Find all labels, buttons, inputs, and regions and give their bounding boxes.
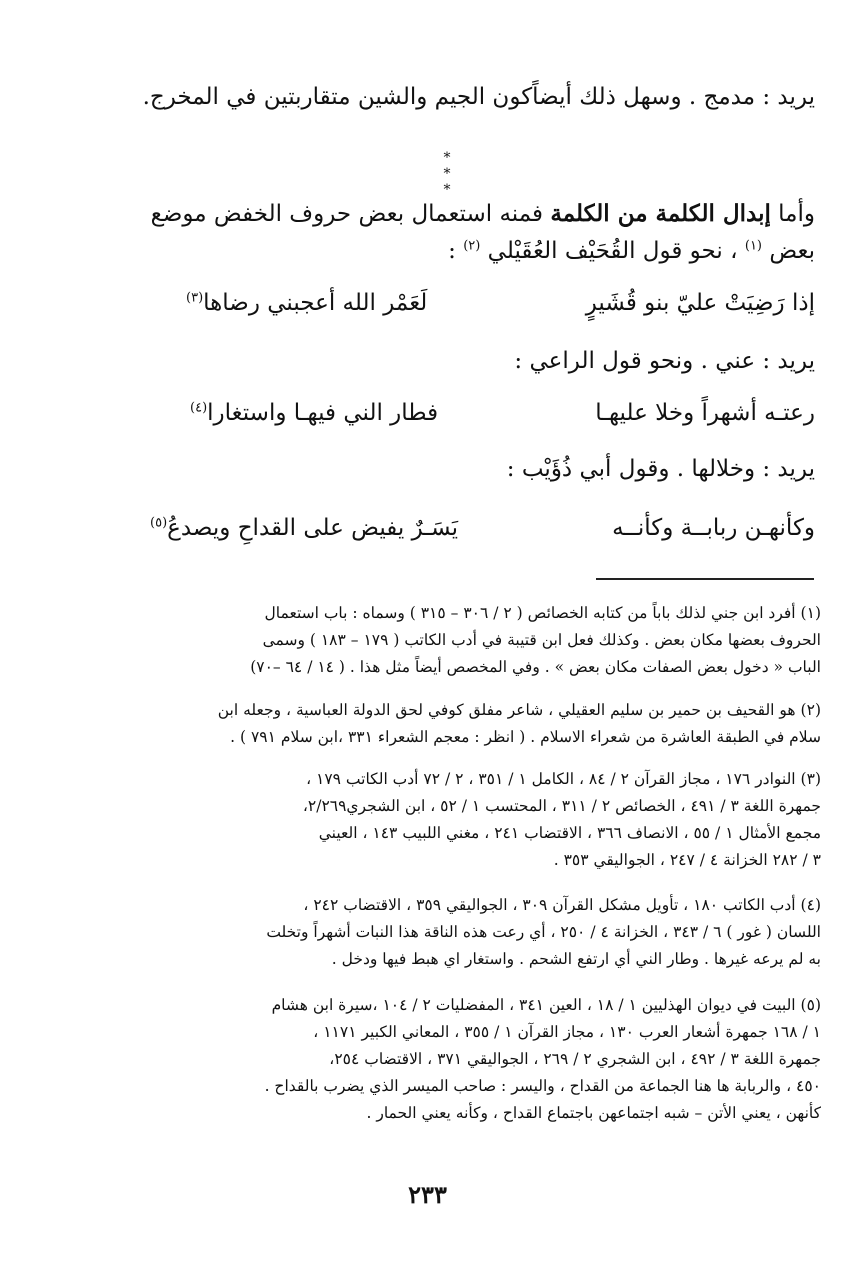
- para-rest: فمنه استعمال بعض حروف الخفض موضع: [150, 201, 544, 227]
- text-line-7: [40, 456, 815, 482]
- verse-3-first-hemistich: [612, 515, 815, 541]
- verse-2-first-hemistich: [595, 400, 815, 426]
- footnote-ref-1: (١): [744, 238, 762, 254]
- line-3-start: بعض: [769, 238, 815, 264]
- para-bold-heading: إبدال الكلمة من الكلمة: [550, 200, 771, 227]
- footnote-line: اللسان ( غور ) ٦ / ٣٤٣ ، الخزانة ٤ / ٢٥٠ ، أي رعت هذه الناقة هذا النبات أشهراً وتخلت: [266, 923, 821, 941]
- verse-1-b: لَعَمْر الله أعجبني رضاها: [203, 290, 428, 316]
- footnote-line: ١ / ١٦٨ جمهرة أشعار العرب ١٣٠ ، مجاز القرآن ١ / ٣٥٥ ، المعاني الكبير ١١٧١ ،: [313, 1023, 821, 1041]
- footnote-line: هو القحيف بن حمير بن سليم العقيلي ، شاعر مفلق كوفي لحق الدولة العباسية ، وجعله ابن: [217, 701, 796, 719]
- footnote-ref-5: (٥): [150, 515, 168, 531]
- footnote-line: جمهرة اللغة ٣ / ٤٩١ ، الخصائص ٢ / ٣١١ ، المحتسب ١ / ٥٢ ، ابن الشجري٢/٢٦٩،: [302, 797, 821, 815]
- footnote-separator: [596, 578, 814, 580]
- paragraph-line-2: [40, 200, 815, 227]
- line-1-text: يريد : مدمج . وسهل ذلك أيضاًكون الجيم والشين متقاربتين في المخرج.: [142, 84, 815, 110]
- verse-2-a: رعتـه أشهراً وخلا عليهـا: [595, 400, 815, 426]
- footnote-ref-3: (٣): [186, 290, 204, 306]
- footnote-line: سلام في الطبقة العاشرة من شعراء الاسلام . ( انظر : معجم الشعراء ٣٣١ ،ابن سلام ٧٩١ ) .: [230, 728, 821, 746]
- footnote-number: (٢): [800, 701, 821, 719]
- footnote-line: كأنهن ، يعني الأتن – شبه اجتماعهن باجتماع القداح ، وكأنه يعني الحمار .: [366, 1104, 821, 1122]
- footnote-line: ٤٥٠ ، والربابة ها هنا الجماعة من القداح ، واليسر : صاحب الميسر الذي يضرب بالقداح .: [264, 1077, 821, 1095]
- footnote-number: (٥): [800, 996, 821, 1014]
- footnote-5: [40, 992, 821, 1127]
- line-3-rest: ، نحو قول القُحَيْف العُقَيْلي: [487, 238, 738, 264]
- footnote-number: (٤): [800, 896, 821, 914]
- footnote-line: الباب « دخول بعض الصفات مكان بعض » . وفي المخصص أيضاً مثل هذا . ( ١٤ / ٦٤ –٧٠): [250, 658, 821, 676]
- page-number: ٢٣٣: [408, 1180, 447, 1209]
- text-line-5: [40, 348, 815, 374]
- footnote-line: مجمع الأمثال ١ / ٥٥ ، الانصاف ٣٦٦ ، الاقتضاب ٢٤١ ، مغني اللبيب ١٤٣ ، العيني: [318, 824, 821, 842]
- footnote-line: ٣ / ٢٨٢ الخزانة ٤ / ٢٤٧ ، الجواليقي ٣٥٣ .: [553, 851, 821, 869]
- verse-1-second-hemistich: [186, 290, 427, 316]
- footnote-1: [40, 600, 821, 681]
- para-lead: وأما: [778, 201, 815, 227]
- verse-3-second-hemistich: [150, 515, 458, 541]
- line-3-end: :: [448, 238, 456, 264]
- footnote-3: [40, 766, 821, 874]
- footnote-2: [40, 697, 821, 751]
- verse-2-b: فطار الني فيهـا واستغارا: [207, 400, 439, 426]
- footnote-ref-4: (٤): [190, 400, 208, 416]
- footnote-number: (٣): [800, 770, 821, 788]
- footnote-line: البيت في ديوان الهذليين ١ / ١٨ ، العين ٣٤١ ، المفضليات ٢ / ١٠٤ ،سيرة ابن هشام: [271, 996, 796, 1014]
- verse-2-second-hemistich: [190, 400, 438, 426]
- verse-1-first-hemistich: [586, 290, 815, 316]
- footnote-4: [40, 892, 821, 973]
- text-line-1: [40, 84, 815, 110]
- footnote-line: النوادر ١٧٦ ، مجاز القرآن ٢ / ٨٤ ، الكامل ١ / ٣٥١ ، ٢ / ٧٢ أدب الكاتب ١٧٩ ،: [306, 770, 796, 788]
- line-5-text: يريد : عني . ونحو قول الراعي :: [514, 348, 815, 374]
- footnote-number: (١): [800, 604, 821, 622]
- line-7-text: يريد : وخلالها . وقول أبي ذُؤَيْب :: [506, 456, 815, 482]
- paragraph-line-3: [40, 238, 815, 264]
- verse-3-b: يَسَـرٌ يفيض على القداحِ ويصدعُ: [167, 515, 458, 541]
- footnote-line: أدب الكاتب ١٨٠ ، تأويل مشكل القرآن ٣٠٩ ، الجواليقي ٣٥٩ ، الاقتضاب ٢٤٢ ،: [303, 896, 796, 914]
- footnote-ref-2: (٢): [463, 238, 481, 254]
- footnote-line: الحروف بعضها مكان بعض . وكذلك فعل ابن قتيبة في أدب الكاتب ( ١٧٩ – ١٨٣ ) وسمى: [262, 631, 821, 649]
- footnote-line: جمهرة اللغة ٣ / ٤٩٢ ، ابن الشجري ٢ / ٢٦٩ ، الجواليقي ٣٧١ ، الاقتضاب ٢٥٤،: [329, 1050, 821, 1068]
- section-divider-stars: * * *: [443, 150, 477, 198]
- footnote-line: به لم يرعه غيرها . وطار الني أي ارتفع الشحم . واستغار اي هبط فيها ودخل .: [331, 950, 821, 968]
- verse-1-a: إذا رَضِيَتْ عليّ بنو قُشَيرٍ: [585, 290, 815, 316]
- footnote-line: أفرد ابن جني لذلك باباً من كتابه الخصائص ( ٢ / ٣٠٦ – ٣١٥ ) وسماه : باب استعمال: [264, 604, 796, 622]
- verse-3-a: وكأنهـن ربابــة وكأنــه: [612, 515, 815, 541]
